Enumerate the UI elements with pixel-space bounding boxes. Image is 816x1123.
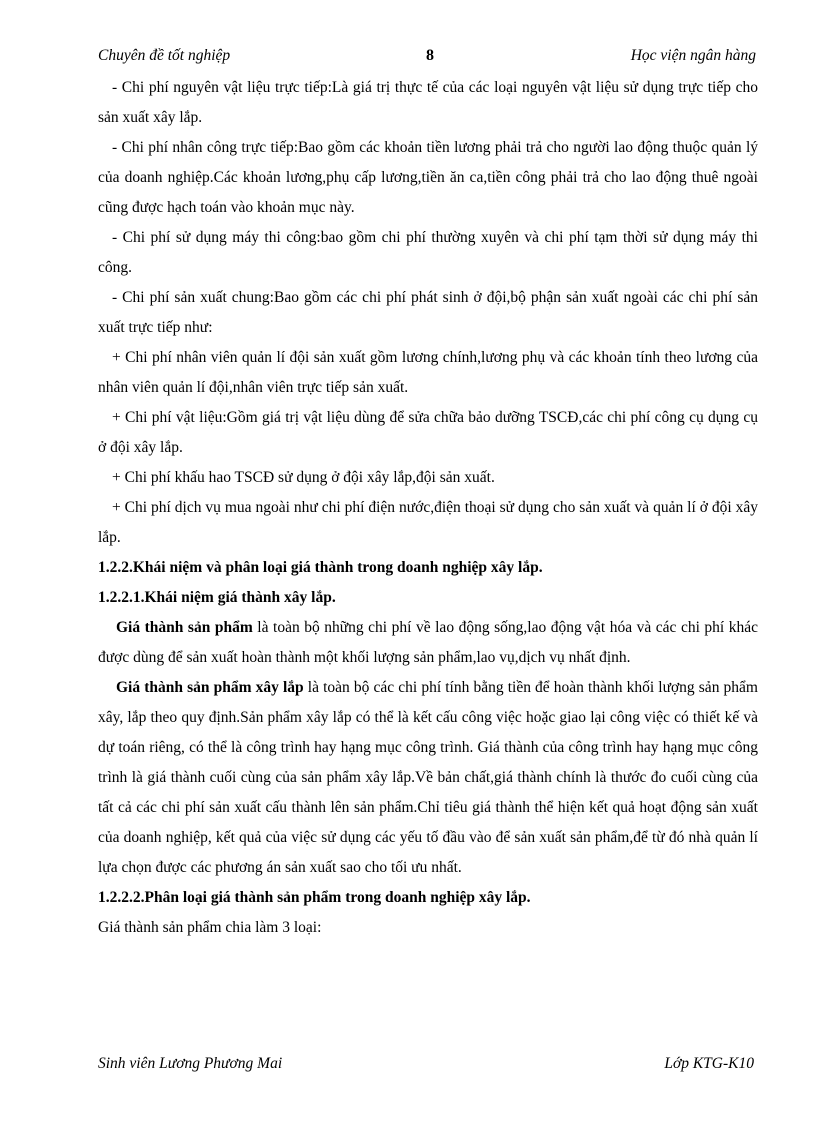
paragraph-closing: Giá thành sản phẩm chia làm 3 loại: — [98, 919, 322, 936]
paragraph-definition-product-cost — [98, 613, 758, 673]
list-item-staff-costs: + Chi phí nhân viên quản lí đội sản xuất gồm lương chính,lương phụ và các khoản tính theo lương của nhân viên quản lí đội,nhân viên trực tiếp sản xuất. — [98, 349, 758, 396]
page-body — [98, 73, 758, 943]
header-document-title: Chuyên đề tốt nghiệp — [98, 47, 231, 64]
list-item-depreciation: + Chi phí khấu hao TSCĐ sử dụng ở đội xây lắp,đội sản xuất. — [112, 469, 495, 486]
page-header — [98, 47, 756, 69]
list-item-outsourced-services: + Chi phí dịch vụ mua ngoài như chi phí điện nước,điện thoại sử dụng cho sản xuất và quản lí ở đội xây lắp. — [98, 499, 758, 546]
page-number: 8 — [426, 47, 434, 64]
paragraph-direct-labor: - Chi phí nhân công trực tiếp:Bao gồm các khoản tiền lương phải trả cho người lao động thuộc quản lý của doanh nghiệp.Các khoản lương,phụ cấp lương,tiền ăn ca,tiền công phải trả cho lao động thuê ngoài cũng được hạch toán vào khoản mục này. — [98, 139, 758, 216]
definition-product-cost-text: là toàn bộ những chi phí về lao động sống,lao động vật hóa và các chi phí khác được dùng để sản xuất hoàn thành một khối lượng sản phẩm,lao vụ,dịch vụ nhất định. — [98, 619, 758, 666]
footer-class: Lớp KTG-K10 — [664, 1055, 754, 1072]
term-product-cost: Giá thành sản phẩm — [116, 619, 253, 636]
section-heading-1-2-2-1: 1.2.2.1.Khái niệm giá thành xây lắp. — [98, 589, 336, 606]
list-item-material-costs: + Chi phí vật liệu:Gồm giá trị vật liệu dùng để sửa chữa bảo dưỡng TSCĐ,các chi phí công cụ dụng cụ ở đội xây lắp. — [98, 409, 758, 456]
paragraph-direct-materials: - Chi phí nguyên vật liệu trực tiếp:Là giá trị thực tế của các loại nguyên vật liệu sử dụng trực tiếp cho sản xuất xây lắp. — [98, 79, 758, 126]
paragraph-definition-construction-cost — [98, 673, 758, 883]
section-heading-1-2-2-2: 1.2.2.2.Phân loại giá thành sản phẩm trong doanh nghiệp xây lắp. — [98, 889, 531, 906]
definition-construction-cost-text: là toàn bộ các chi phí tính bằng tiền để hoàn thành khối lượng sản phẩm xây, lắp theo quy định.Sản phẩm xây lắp có thể là kết cấu công việc hoặc giao lại công việc có thiết kế và dự toán riêng, có thể là công trình hay hạng mục công trình. Giá thành của công trình hay hạng mục công trình là giá thành cuối cùng của sản phẩm xây lắp.Về bản chất,giá thành chính là thước đo cuối cùng của tất cả các chi phí sản xuất cấu thành lên sản phẩm.Chỉ tiêu giá thành thể hiện kết quả hoạt động sản xuất của doanh nghiệp, kết quả của việc sử dụng các yếu tố đầu vào để sản xuất sản phẩm,để từ đó nhà quản lí lựa chọn được các phương án sản xuất sao cho tối ưu nhất. — [98, 679, 758, 876]
page-footer — [98, 1055, 754, 1077]
term-construction-cost: Giá thành sản phẩm xây lắp — [116, 679, 304, 696]
section-heading-1-2-2: 1.2.2.Khái niệm và phân loại giá thành trong doanh nghiệp xây lắp. — [98, 559, 543, 576]
paragraph-machine-costs: - Chi phí sử dụng máy thi công:bao gồm chi phí thường xuyên và chi phí tạm thời sử dụng máy thi công. — [98, 229, 758, 276]
footer-author: Sinh viên Lương Phương Mai — [98, 1055, 283, 1072]
header-institution: Học viện ngân hàng — [630, 47, 756, 64]
paragraph-general-production: - Chi phí sản xuất chung:Bao gồm các chi phí phát sinh ở đội,bộ phận sản xuất ngoài các chi phí sản xuất trực tiếp như: — [98, 289, 758, 336]
